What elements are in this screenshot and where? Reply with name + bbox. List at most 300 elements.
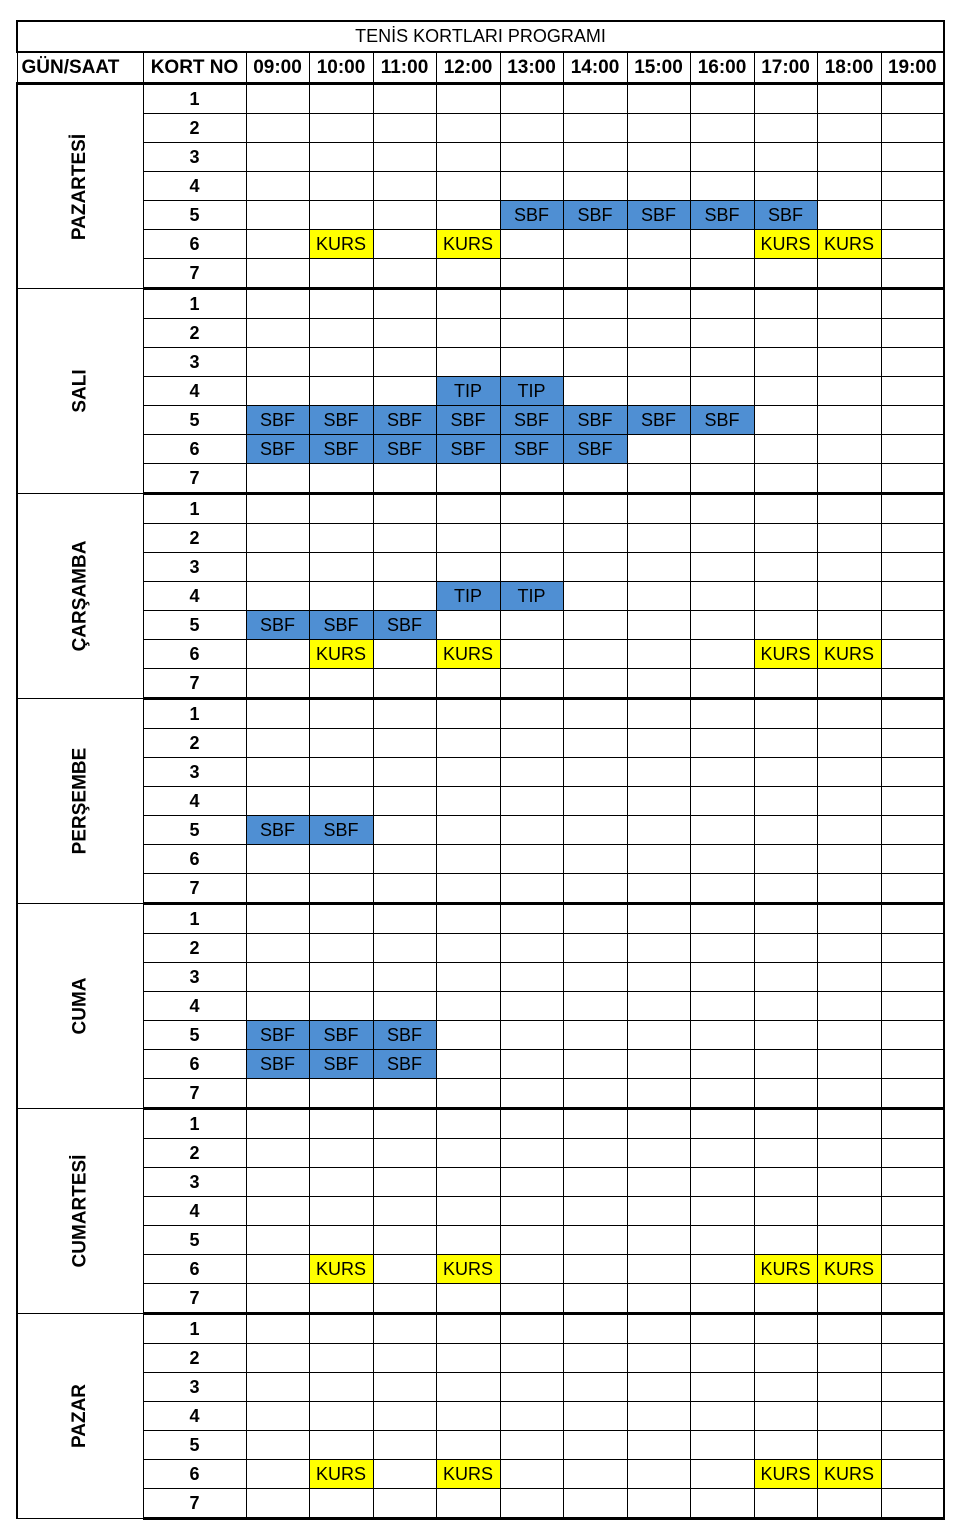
schedule-cell bbox=[817, 1344, 881, 1373]
schedule-cell: SBF bbox=[309, 816, 373, 845]
schedule-cell bbox=[563, 114, 627, 143]
court-row bbox=[17, 1255, 944, 1284]
schedule-cell bbox=[246, 729, 309, 758]
schedule-cell bbox=[246, 319, 309, 348]
time-header: 16:00 bbox=[690, 52, 754, 84]
schedule-cell bbox=[246, 172, 309, 201]
court-number: 2 bbox=[143, 1344, 246, 1373]
schedule-cell bbox=[373, 464, 436, 494]
schedule-cell bbox=[754, 874, 817, 904]
schedule-cell: SBF bbox=[436, 406, 500, 435]
schedule-cell bbox=[309, 114, 373, 143]
schedule-cell bbox=[881, 553, 944, 582]
schedule-cell bbox=[246, 1197, 309, 1226]
schedule-cell bbox=[563, 1255, 627, 1284]
schedule-cell bbox=[690, 1402, 754, 1431]
schedule-cell bbox=[754, 1050, 817, 1079]
schedule-cell bbox=[881, 172, 944, 201]
court-number: 4 bbox=[143, 377, 246, 406]
schedule-cell: SBF bbox=[246, 816, 309, 845]
schedule-cell bbox=[881, 348, 944, 377]
schedule-cell bbox=[500, 1373, 563, 1402]
schedule-cell bbox=[246, 1226, 309, 1255]
court-row bbox=[17, 553, 944, 582]
schedule-cell bbox=[754, 1079, 817, 1109]
schedule-cell bbox=[817, 758, 881, 787]
schedule-cell bbox=[309, 787, 373, 816]
schedule-cell bbox=[500, 172, 563, 201]
court-number: 2 bbox=[143, 729, 246, 758]
schedule-cell bbox=[246, 348, 309, 377]
court-number: 3 bbox=[143, 348, 246, 377]
time-header: 10:00 bbox=[309, 52, 373, 84]
schedule-cell: KURS bbox=[309, 640, 373, 669]
court-row bbox=[17, 1021, 944, 1050]
schedule-cell bbox=[627, 729, 690, 758]
schedule-cell: KURS bbox=[309, 1460, 373, 1489]
schedule-cell bbox=[309, 729, 373, 758]
court-row bbox=[17, 729, 944, 758]
schedule-cell bbox=[690, 259, 754, 289]
schedule-cell bbox=[246, 1344, 309, 1373]
schedule-cell bbox=[563, 1284, 627, 1314]
schedule-cell bbox=[817, 904, 881, 934]
court-number: 6 bbox=[143, 640, 246, 669]
schedule-cell bbox=[817, 816, 881, 845]
schedule-cell bbox=[817, 1284, 881, 1314]
schedule-cell: SBF bbox=[373, 1021, 436, 1050]
schedule-cell bbox=[754, 729, 817, 758]
schedule-cell bbox=[690, 1226, 754, 1255]
court-row bbox=[17, 1460, 944, 1489]
schedule-cell bbox=[500, 259, 563, 289]
schedule-cell bbox=[817, 787, 881, 816]
court-number: 2 bbox=[143, 1139, 246, 1168]
schedule-cell bbox=[563, 1489, 627, 1519]
schedule-cell bbox=[373, 494, 436, 524]
schedule-cell bbox=[881, 1050, 944, 1079]
schedule-cell: SBF bbox=[754, 201, 817, 230]
court-number: 6 bbox=[143, 1255, 246, 1284]
schedule-cell: TIP bbox=[500, 377, 563, 406]
schedule-cell bbox=[563, 640, 627, 669]
schedule-cell: SBF bbox=[246, 406, 309, 435]
schedule-cell bbox=[309, 1168, 373, 1197]
schedule-cell bbox=[627, 1168, 690, 1197]
schedule-cell bbox=[246, 1402, 309, 1431]
schedule-cell bbox=[881, 259, 944, 289]
schedule-cell bbox=[627, 640, 690, 669]
schedule-cell bbox=[881, 1168, 944, 1197]
schedule-cell: KURS bbox=[817, 1255, 881, 1284]
schedule-cell bbox=[563, 1226, 627, 1255]
schedule-cell bbox=[500, 934, 563, 963]
schedule-cell bbox=[881, 582, 944, 611]
court-row bbox=[17, 377, 944, 406]
schedule-cell bbox=[500, 319, 563, 348]
schedule-cell bbox=[246, 289, 309, 319]
court-row bbox=[17, 816, 944, 845]
schedule-cell bbox=[881, 787, 944, 816]
time-header: 15:00 bbox=[627, 52, 690, 84]
schedule-cell bbox=[309, 1373, 373, 1402]
schedule-cell bbox=[817, 1079, 881, 1109]
schedule-cell bbox=[309, 934, 373, 963]
schedule-cell bbox=[309, 904, 373, 934]
schedule-cell bbox=[627, 1226, 690, 1255]
schedule-cell bbox=[246, 1431, 309, 1460]
schedule-cell bbox=[373, 377, 436, 406]
day-label: PAZARTESİ bbox=[69, 133, 91, 240]
schedule-cell bbox=[436, 1431, 500, 1460]
court-no-header: KORT NO bbox=[143, 52, 246, 84]
court-number: 7 bbox=[143, 464, 246, 494]
schedule-cell bbox=[500, 1197, 563, 1226]
schedule-cell bbox=[754, 524, 817, 553]
schedule-cell bbox=[690, 84, 754, 114]
schedule-cell bbox=[817, 377, 881, 406]
court-number: 2 bbox=[143, 934, 246, 963]
schedule-cell bbox=[754, 845, 817, 874]
schedule-cell bbox=[246, 377, 309, 406]
day-cell bbox=[17, 1314, 143, 1519]
schedule-cell bbox=[436, 172, 500, 201]
schedule-cell bbox=[627, 1284, 690, 1314]
court-row bbox=[17, 1344, 944, 1373]
court-number: 5 bbox=[143, 1226, 246, 1255]
schedule-cell bbox=[690, 377, 754, 406]
schedule-cell bbox=[627, 611, 690, 640]
schedule-cell bbox=[436, 1226, 500, 1255]
schedule-cell bbox=[627, 1402, 690, 1431]
schedule-cell bbox=[817, 348, 881, 377]
schedule-cell bbox=[246, 874, 309, 904]
schedule-cell bbox=[690, 1431, 754, 1460]
schedule-cell bbox=[690, 1489, 754, 1519]
day-label: ÇARŞAMBA bbox=[69, 540, 91, 652]
schedule-cell bbox=[627, 582, 690, 611]
time-header: 14:00 bbox=[563, 52, 627, 84]
schedule-cell bbox=[309, 1226, 373, 1255]
schedule-cell bbox=[690, 1344, 754, 1373]
schedule-cell: SBF bbox=[690, 201, 754, 230]
court-row bbox=[17, 758, 944, 787]
court-row bbox=[17, 845, 944, 874]
schedule-cell bbox=[881, 524, 944, 553]
schedule-cell bbox=[563, 172, 627, 201]
schedule-cell bbox=[690, 348, 754, 377]
schedule-cell bbox=[500, 611, 563, 640]
schedule-cell bbox=[500, 1139, 563, 1168]
schedule-cell bbox=[817, 524, 881, 553]
schedule-cell bbox=[246, 259, 309, 289]
schedule-cell bbox=[563, 319, 627, 348]
schedule-cell bbox=[373, 992, 436, 1021]
schedule-cell bbox=[754, 143, 817, 172]
schedule-cell bbox=[881, 1344, 944, 1373]
schedule-cell bbox=[309, 464, 373, 494]
schedule-cell bbox=[627, 319, 690, 348]
schedule-cell bbox=[690, 582, 754, 611]
schedule-cell bbox=[436, 904, 500, 934]
schedule-cell bbox=[436, 611, 500, 640]
schedule-cell bbox=[436, 729, 500, 758]
schedule-cell bbox=[373, 524, 436, 553]
schedule-cell bbox=[881, 84, 944, 114]
schedule-cell bbox=[817, 289, 881, 319]
schedule-cell bbox=[817, 874, 881, 904]
schedule-cell bbox=[246, 143, 309, 172]
court-number: 2 bbox=[143, 524, 246, 553]
schedule-cell bbox=[563, 758, 627, 787]
schedule-cell bbox=[627, 1197, 690, 1226]
schedule-cell bbox=[627, 1314, 690, 1344]
schedule-cell bbox=[817, 992, 881, 1021]
schedule-cell bbox=[373, 84, 436, 114]
court-row bbox=[17, 348, 944, 377]
schedule-cell bbox=[817, 1109, 881, 1139]
schedule-cell bbox=[246, 1255, 309, 1284]
schedule-cell: SBF bbox=[436, 435, 500, 464]
schedule-cell: SBF bbox=[500, 406, 563, 435]
schedule-cell bbox=[436, 758, 500, 787]
schedule-cell: KURS bbox=[309, 1255, 373, 1284]
schedule-cell bbox=[373, 1226, 436, 1255]
schedule-cell bbox=[881, 1226, 944, 1255]
court-row bbox=[17, 319, 944, 348]
schedule-cell bbox=[309, 874, 373, 904]
schedule-cell: SBF bbox=[309, 1021, 373, 1050]
court-number: 4 bbox=[143, 1197, 246, 1226]
schedule-cell bbox=[627, 435, 690, 464]
schedule-cell bbox=[246, 963, 309, 992]
schedule-cell bbox=[627, 758, 690, 787]
schedule-cell bbox=[754, 611, 817, 640]
schedule-cell: SBF bbox=[309, 611, 373, 640]
schedule-cell bbox=[881, 1021, 944, 1050]
schedule-cell bbox=[246, 230, 309, 259]
schedule-cell bbox=[373, 230, 436, 259]
court-row bbox=[17, 406, 944, 435]
schedule-cell bbox=[690, 319, 754, 348]
schedule-cell bbox=[627, 787, 690, 816]
schedule-cell: SBF bbox=[373, 406, 436, 435]
schedule-cell bbox=[309, 699, 373, 729]
schedule-cell bbox=[881, 729, 944, 758]
schedule-cell bbox=[563, 787, 627, 816]
court-row bbox=[17, 874, 944, 904]
schedule-cell bbox=[436, 669, 500, 699]
schedule-cell: SBF bbox=[309, 406, 373, 435]
schedule-cell bbox=[881, 699, 944, 729]
schedule-cell bbox=[309, 1402, 373, 1431]
schedule-cell bbox=[690, 172, 754, 201]
schedule-cell bbox=[754, 963, 817, 992]
schedule-cell bbox=[817, 319, 881, 348]
schedule-table bbox=[16, 20, 945, 1520]
schedule-cell bbox=[246, 524, 309, 553]
schedule-cell bbox=[817, 845, 881, 874]
court-row bbox=[17, 699, 944, 729]
schedule-cell bbox=[754, 934, 817, 963]
schedule-cell bbox=[627, 1050, 690, 1079]
schedule-cell bbox=[690, 1021, 754, 1050]
schedule-cell bbox=[627, 553, 690, 582]
schedule-cell bbox=[436, 1197, 500, 1226]
schedule-cell bbox=[500, 1079, 563, 1109]
court-row bbox=[17, 1079, 944, 1109]
schedule-cell bbox=[436, 699, 500, 729]
schedule-cell bbox=[373, 582, 436, 611]
schedule-cell: SBF bbox=[627, 201, 690, 230]
schedule-cell bbox=[754, 1284, 817, 1314]
schedule-cell bbox=[817, 406, 881, 435]
schedule-cell bbox=[690, 963, 754, 992]
schedule-cell bbox=[627, 992, 690, 1021]
schedule-cell bbox=[436, 114, 500, 143]
schedule-cell bbox=[309, 172, 373, 201]
schedule-cell bbox=[246, 669, 309, 699]
court-row bbox=[17, 1197, 944, 1226]
schedule-cell bbox=[817, 934, 881, 963]
court-row bbox=[17, 904, 944, 934]
schedule-cell bbox=[500, 1402, 563, 1431]
day-cell bbox=[17, 1109, 143, 1314]
court-number: 3 bbox=[143, 553, 246, 582]
schedule-cell bbox=[817, 553, 881, 582]
schedule-cell bbox=[500, 143, 563, 172]
schedule-cell bbox=[881, 230, 944, 259]
schedule-cell bbox=[500, 230, 563, 259]
court-row bbox=[17, 259, 944, 289]
schedule-cell bbox=[436, 84, 500, 114]
schedule-cell bbox=[690, 904, 754, 934]
schedule-cell bbox=[246, 699, 309, 729]
schedule-cell bbox=[309, 1431, 373, 1460]
schedule-cell bbox=[817, 669, 881, 699]
schedule-cell bbox=[817, 1489, 881, 1519]
schedule-cell bbox=[373, 1109, 436, 1139]
schedule-cell bbox=[373, 553, 436, 582]
schedule-cell bbox=[881, 1079, 944, 1109]
schedule-cell: SBF bbox=[246, 435, 309, 464]
schedule-cell bbox=[373, 1314, 436, 1344]
schedule-cell bbox=[436, 963, 500, 992]
schedule-cell bbox=[436, 348, 500, 377]
court-number: 1 bbox=[143, 904, 246, 934]
schedule-cell: SBF bbox=[690, 406, 754, 435]
schedule-cell bbox=[881, 319, 944, 348]
schedule-cell bbox=[436, 1489, 500, 1519]
schedule-cell: KURS bbox=[754, 1255, 817, 1284]
schedule-cell bbox=[881, 611, 944, 640]
schedule-cell bbox=[754, 84, 817, 114]
schedule-cell bbox=[309, 1197, 373, 1226]
schedule-cell bbox=[817, 464, 881, 494]
schedule-cell bbox=[690, 816, 754, 845]
schedule-cell: SBF bbox=[627, 406, 690, 435]
schedule-cell bbox=[563, 1197, 627, 1226]
schedule-cell bbox=[309, 582, 373, 611]
schedule-cell bbox=[436, 1402, 500, 1431]
schedule-cell bbox=[563, 1139, 627, 1168]
schedule-cell bbox=[627, 377, 690, 406]
schedule-cell bbox=[881, 758, 944, 787]
schedule-cell bbox=[754, 1489, 817, 1519]
schedule-cell bbox=[309, 1139, 373, 1168]
schedule-cell bbox=[373, 259, 436, 289]
schedule-cell bbox=[817, 1168, 881, 1197]
schedule-cell bbox=[563, 669, 627, 699]
schedule-cell bbox=[436, 787, 500, 816]
schedule-cell bbox=[309, 289, 373, 319]
schedule-cell bbox=[690, 1197, 754, 1226]
day-cell bbox=[17, 84, 143, 289]
schedule-cell: SBF bbox=[309, 435, 373, 464]
schedule-cell bbox=[690, 1168, 754, 1197]
court-number: 1 bbox=[143, 699, 246, 729]
schedule-cell bbox=[309, 143, 373, 172]
schedule-cell bbox=[754, 494, 817, 524]
schedule-cell bbox=[500, 816, 563, 845]
schedule-cell bbox=[690, 1314, 754, 1344]
schedule-cell bbox=[817, 172, 881, 201]
court-row bbox=[17, 963, 944, 992]
schedule-cell bbox=[309, 377, 373, 406]
court-number: 6 bbox=[143, 435, 246, 464]
schedule-cell bbox=[563, 230, 627, 259]
schedule-cell bbox=[246, 1284, 309, 1314]
court-number: 2 bbox=[143, 114, 246, 143]
schedule-cell bbox=[881, 669, 944, 699]
schedule-cell bbox=[500, 669, 563, 699]
schedule-cell bbox=[436, 1344, 500, 1373]
schedule-cell bbox=[500, 524, 563, 553]
court-row bbox=[17, 1373, 944, 1402]
schedule-cell: KURS bbox=[309, 230, 373, 259]
schedule-cell: KURS bbox=[754, 230, 817, 259]
schedule-cell: SBF bbox=[309, 1050, 373, 1079]
schedule-cell bbox=[754, 319, 817, 348]
schedule-cell: SBF bbox=[500, 201, 563, 230]
schedule-cell bbox=[627, 259, 690, 289]
time-header: 17:00 bbox=[754, 52, 817, 84]
schedule-cell bbox=[690, 992, 754, 1021]
schedule-cell bbox=[246, 904, 309, 934]
schedule-cell bbox=[373, 963, 436, 992]
schedule-cell bbox=[754, 348, 817, 377]
court-number: 1 bbox=[143, 84, 246, 114]
court-number: 5 bbox=[143, 1431, 246, 1460]
court-row bbox=[17, 1284, 944, 1314]
schedule-cell bbox=[373, 1197, 436, 1226]
schedule-cell bbox=[436, 1139, 500, 1168]
schedule-cell: SBF bbox=[563, 406, 627, 435]
schedule-cell bbox=[881, 934, 944, 963]
title-row bbox=[17, 21, 944, 52]
schedule-cell bbox=[817, 259, 881, 289]
schedule-cell bbox=[881, 201, 944, 230]
court-number: 3 bbox=[143, 143, 246, 172]
schedule-cell bbox=[563, 1373, 627, 1402]
schedule-cell bbox=[500, 874, 563, 904]
court-row bbox=[17, 787, 944, 816]
court-number: 7 bbox=[143, 874, 246, 904]
schedule-cell bbox=[373, 1284, 436, 1314]
schedule-cell: TIP bbox=[500, 582, 563, 611]
schedule-cell bbox=[690, 1079, 754, 1109]
schedule-cell bbox=[500, 1431, 563, 1460]
